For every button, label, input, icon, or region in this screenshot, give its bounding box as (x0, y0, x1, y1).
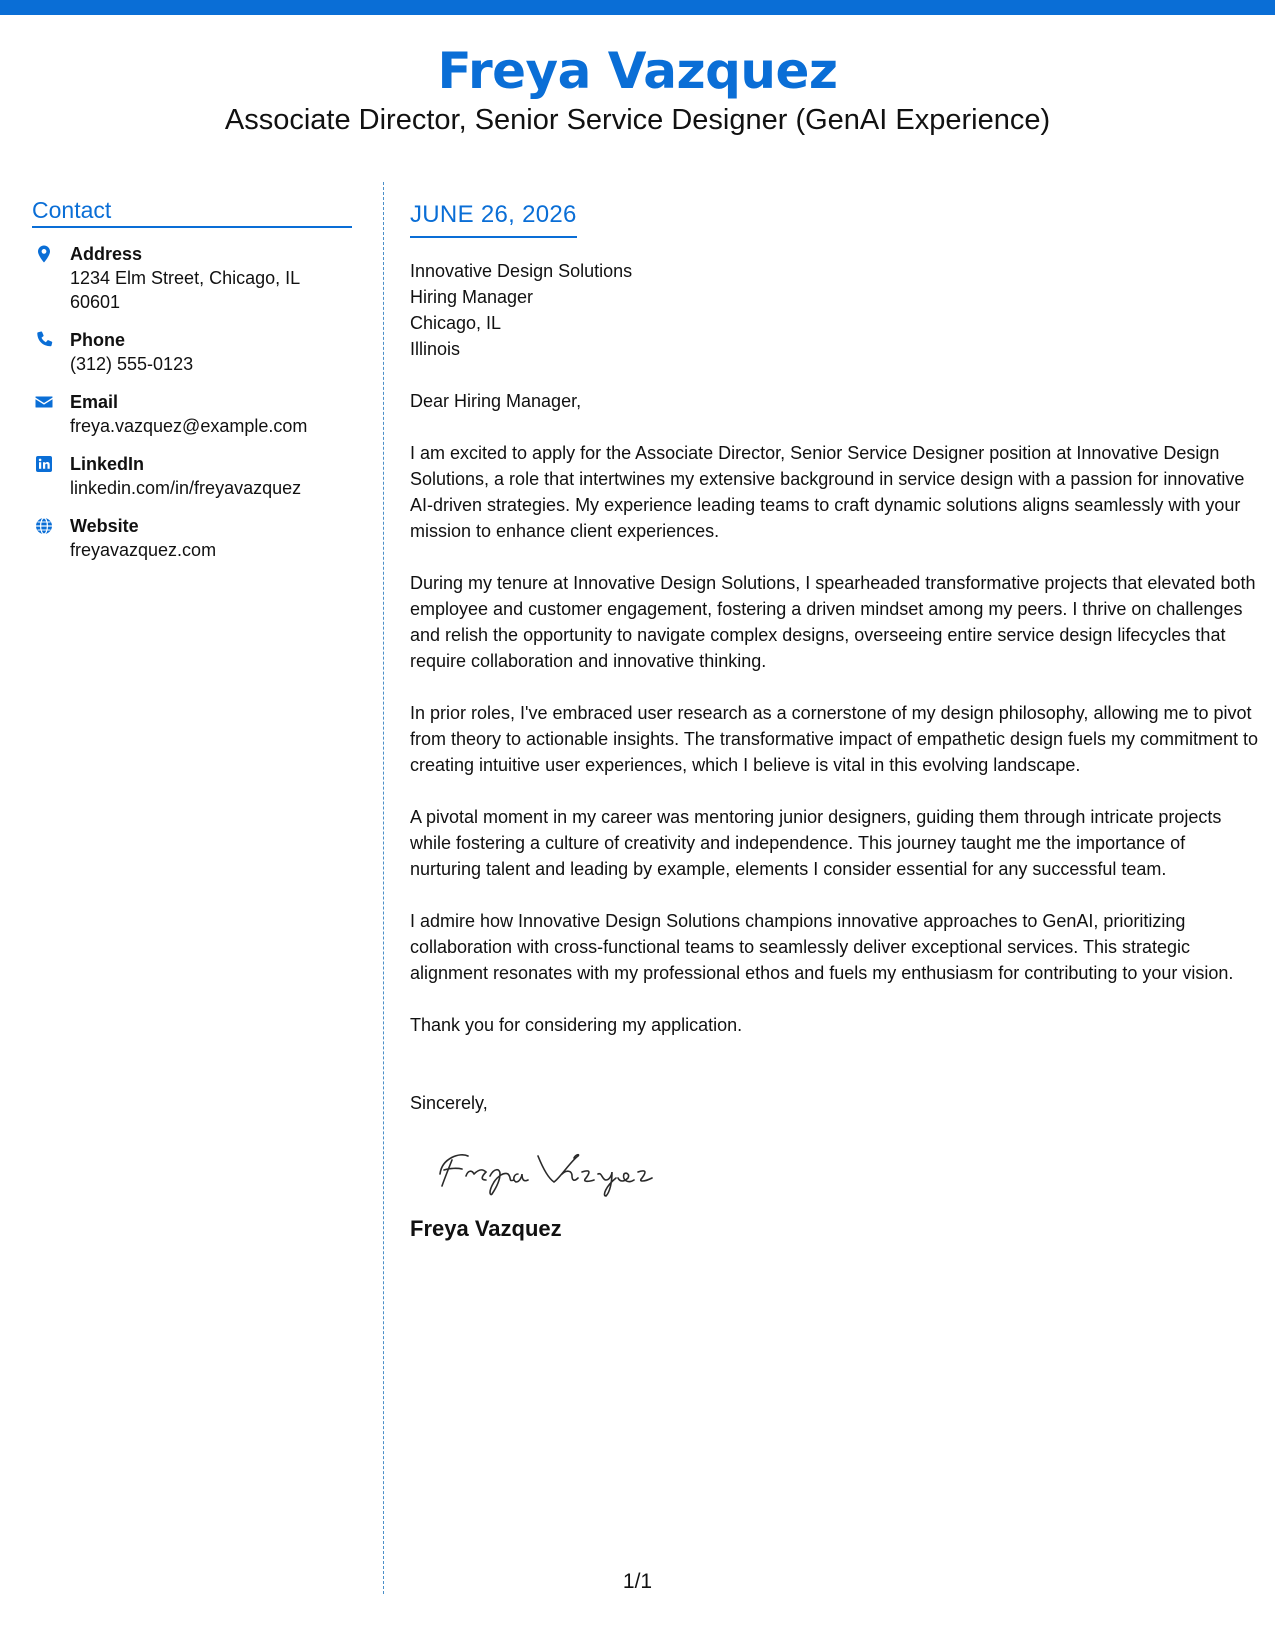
letter-paragraph: I admire how Innovative Design Solutions champions innovative approaches to GenAI, prioritizing collaboration with cross-functional teams to seamlessly deliver exceptional services. This strategic alignment resonates with my professional ethos and fuels my enthusiasm for contributing to your vision. (410, 911, 1234, 983)
contact-label: Phone (70, 330, 126, 350)
letter-body (410, 200, 1260, 1243)
contact-phone (32, 328, 352, 376)
applicant-name: Freya Vazquez (437, 42, 838, 100)
recipient-state: Illinois (410, 339, 461, 359)
contact-heading: Contact (32, 196, 352, 228)
recipient-company: Innovative Design Solutions (410, 261, 633, 281)
contact-value: 1234 Elm Street, Chicago, IL 60601 (70, 268, 300, 312)
applicant-title: Associate Director, Senior Service Designer (GenAI Experience) (224, 104, 1051, 136)
letter-date: JUNE 26, 2026 (410, 200, 577, 238)
column-divider (383, 182, 384, 1594)
linkedin-icon (34, 454, 54, 474)
letter-signoff: Sincerely, (410, 1093, 488, 1113)
map-pin-icon (34, 244, 54, 264)
phone-icon (34, 330, 54, 350)
recipient-attention: Hiring Manager (410, 287, 534, 307)
handwritten-signature (430, 1138, 670, 1198)
letter-closing: Thank you for considering my application. (410, 1015, 743, 1035)
envelope-icon (34, 392, 54, 412)
top-accent-bar (0, 0, 1275, 15)
contact-label: LinkedIn (70, 454, 145, 474)
page-number: 1/1 (622, 1570, 653, 1593)
contact-email (32, 390, 352, 438)
contact-address (32, 242, 352, 314)
contact-value: freya.vazquez@example.com (70, 416, 308, 436)
letter-paragraph: In prior roles, I've embraced user research as a cornerstone of my design philosophy, allowing me to pivot from theory to actionable insights. The transformative impact of empathetic design fuels my commitment to creating intuitive user experiences, which I believe is vital in this evolving landscape. (410, 703, 1259, 775)
contact-sidebar (32, 196, 352, 562)
recipient-city: Chicago, IL (410, 313, 502, 333)
letter-paragraph: A pivotal moment in my career was mentoring junior designers, guiding them through intricate projects while fostering a culture of creativity and independence. This journey taught me the importance of nurturing talent and leading by example, elements I consider essential for any successful team. (410, 807, 1222, 879)
signer-name: Freya Vazquez (410, 1216, 562, 1241)
contact-label: Website (70, 516, 139, 536)
letter-paragraph: I am excited to apply for the Associate Director, Senior Service Designer position at Innovative Design Solutions, a role that intertwines my extensive background in service design with a passion for innovative AI-driven strategies. My experience leading teams to craft dynamic solutions aligns seamlessly with your mission to enhance client experiences. (410, 443, 1245, 541)
letter-greeting: Dear Hiring Manager, (410, 391, 582, 411)
contact-label: Address (70, 244, 143, 264)
contact-linkedin (32, 452, 352, 500)
globe-icon (34, 516, 54, 536)
contact-website (32, 514, 352, 562)
recipient-block (410, 258, 1260, 362)
contact-value: linkedin.com/in/freyavazquez (70, 478, 302, 498)
contact-value: (312) 555-0123 (70, 354, 194, 374)
contact-value: freyavazquez.com (70, 540, 217, 560)
document-header (0, 40, 1275, 138)
contact-label: Email (70, 392, 119, 412)
letter-paragraph: During my tenure at Innovative Design Solutions, I spearheaded transformative projects that elevated both employee and customer engagement, fostering a driven mindset among my peers. I thrive on challenges and relish the opportunity to navigate complex designs, overseeing entire service design lifecycles that require collaboration and innovative thinking. (410, 573, 1256, 671)
